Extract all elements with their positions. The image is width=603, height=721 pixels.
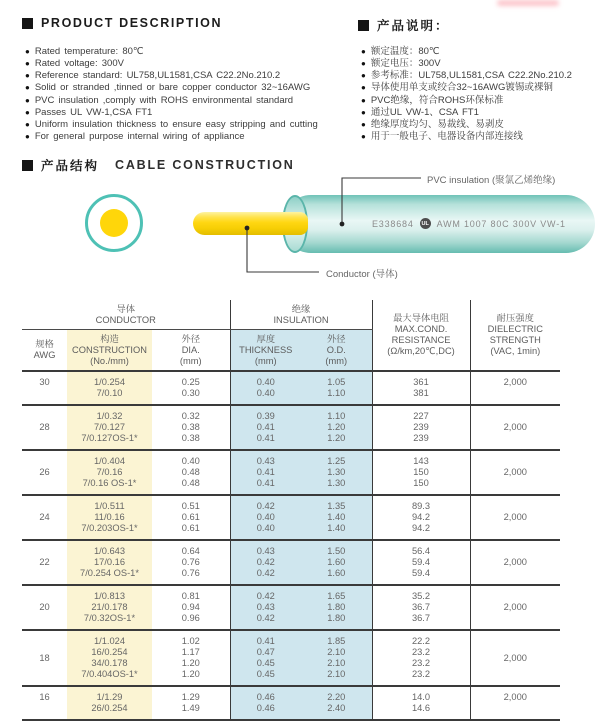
bullet-icon: ● [25,132,30,142]
column-header-resistance: 最大导体电阻 MAX.COND. RESISTANCE (Ω/km,20℃,DC) [372,300,470,371]
bullet-icon: ● [361,107,366,117]
bullet-icon: ● [25,119,30,129]
cell-resistance: 22.2 23.2 23.2 23.2 [372,630,470,686]
cable-construction-title-en: CABLE CONSTRUCTION [115,158,295,172]
list-item [361,46,572,58]
cell-dielectric: 2,000 [470,405,560,450]
cell-construction: 1/0.254 7/0.10 [67,371,152,405]
product-description-list-zh [361,46,572,143]
cable-print-text [372,218,566,229]
conductor-label: Conductor (导体) [326,269,398,280]
cell-construction: 1/0.511 11/0.16 7/0.203OS-1* [67,495,152,540]
table-row [22,371,560,405]
list-item-text: PVC绝缘，符合ROHS环保标准 [370,94,504,106]
cell-od: 1.05 1.10 [301,371,372,405]
bullet-icon: ● [25,107,30,117]
list-item [361,58,572,70]
cell-od: 1.85 2.10 2.10 2.10 [301,630,372,686]
list-item-text: Reference standard: UL758,UL1581,CSA C22.2No.210.2 [34,70,281,82]
cell-dielectric: 2,000 [470,585,560,630]
list-item [361,82,572,94]
table-row [22,450,560,495]
cell-construction: 1/0.813 21/0.178 7/0.32OS-1* [67,585,152,630]
cable-print-cert: E338684 [372,218,414,229]
table-row [22,630,560,686]
cell-awg: 20 [22,585,67,630]
cable-construction-heading [22,156,295,174]
cell-dia: 1.02 1.17 1.20 1.20 [152,630,230,686]
cell-construction: 1/0.32 7/0.127 7/0.127OS-1* [67,405,152,450]
cell-dia: 0.32 0.38 0.38 [152,405,230,450]
cell-thickness: 0.41 0.47 0.45 0.45 [230,630,301,686]
cell-resistance: 361 381 [372,371,470,405]
cell-construction: 1/1.29 26/0.254 [67,686,152,720]
table-row [22,495,560,540]
list-item [25,107,318,119]
list-item-text: Solid or stranded ,tinned or bare copper conductor 32~16AWG [34,82,311,94]
list-item-text: For general purpose internal wiring of appliance [34,131,245,143]
cell-od: 1.50 1.60 1.60 [301,540,372,585]
bullet-icon: ● [361,95,366,105]
cell-thickness: 0.43 0.41 0.41 [230,450,301,495]
product-description-list-en [25,46,318,143]
cell-dia: 0.64 0.76 0.76 [152,540,230,585]
section-marker-square-icon [22,160,33,171]
bullet-icon: ● [361,59,366,69]
cell-dia: 0.40 0.48 0.48 [152,450,230,495]
list-item [361,131,572,143]
list-item [25,82,318,94]
list-item-text: 参考标准：UL758,UL1581,CSA C22.2No.210.2 [370,70,572,82]
cell-construction: 1/1.024 16/0.254 34/0.178 7/0.404OS-1* [67,630,152,686]
cell-thickness: 0.42 0.43 0.42 [230,585,301,630]
cell-awg: 16 [22,686,67,720]
bullet-icon: ● [25,71,30,81]
list-item-text: Uniform insulation thickness to ensure easy stripping and cutting [34,118,318,130]
list-item [25,46,318,58]
list-item-text: Passes UL VW-1,CSA FT1 [34,106,153,118]
cable-cross-section-conductor [100,209,128,237]
cell-awg: 22 [22,540,67,585]
cell-construction: 1/0.643 17/0.16 7/0.254 OS-1* [67,540,152,585]
cell-dia: 0.51 0.61 0.61 [152,495,230,540]
list-item-text: 额定电压：300V [370,58,441,70]
list-item [361,95,572,107]
group-header-insulation: 绝缘 INSULATION [230,300,372,330]
section-marker-square-icon [22,18,33,29]
cell-resistance: 56.4 59.4 59.4 [372,540,470,585]
cell-od: 1.10 1.20 1.20 [301,405,372,450]
list-item [25,119,318,131]
spec-table [22,300,560,721]
cell-dia: 0.25 0.30 [152,371,230,405]
cell-dielectric: 2,000 [470,630,560,686]
cell-thickness: 0.42 0.40 0.40 [230,495,301,540]
list-item-text: PVC insulation ,comply with ROHS environmental standard [34,94,294,106]
column-header-od: 外径 O.D. (mm) [301,330,372,372]
table-row [22,585,560,630]
bullet-icon: ● [361,119,366,129]
cable-print-spec: AWM 1007 80C 300V VW-1 [436,218,566,229]
column-header-dia: 外径 DIA. (mm) [152,330,230,372]
column-header-dielectric: 耐压强度 DIELECTRIC STRENGTH (VAC, 1min) [470,300,560,371]
cell-dielectric: 2,000 [470,686,560,720]
cell-awg: 24 [22,495,67,540]
group-header-conductor: 导体 CONDUCTOR [22,300,230,330]
cell-dielectric: 2,000 [470,450,560,495]
table-row [22,540,560,585]
list-item [25,70,318,82]
cell-dielectric: 2,000 [470,371,560,405]
bullet-icon: ● [25,83,30,93]
cell-od: 1.35 1.40 1.40 [301,495,372,540]
column-header-awg: 规格 AWG [22,330,67,372]
cell-dia: 0.81 0.94 0.96 [152,585,230,630]
cell-resistance: 35.2 36.7 36.7 [372,585,470,630]
cell-resistance: 143 150 150 [372,450,470,495]
list-item-text: 用于一般电子、电器设备内部连接线 [370,131,523,143]
list-item-text: 通过UL VW-1、CSA FT1 [370,106,479,118]
cell-od: 2.20 2.40 [301,686,372,720]
bullet-icon: ● [361,47,366,56]
table-row [22,686,560,720]
cell-thickness: 0.40 0.40 [230,371,301,405]
list-item-text: 额定温度：80℃ [370,46,440,57]
cell-dielectric: 2,000 [470,495,560,540]
list-item [25,58,318,70]
cell-thickness: 0.43 0.42 0.42 [230,540,301,585]
bullet-icon: ● [361,71,366,81]
cell-resistance: 14.0 14.6 [372,686,470,720]
product-description-heading [22,16,222,30]
list-item-text: Rated temperature: 80℃ [34,46,144,57]
cell-awg: 30 [22,371,67,405]
cell-awg: 28 [22,405,67,450]
cell-dielectric: 2,000 [470,540,560,585]
list-item [361,119,572,131]
bullet-icon: ● [25,59,30,69]
cell-od: 1.25 1.30 1.30 [301,450,372,495]
red-smudge-artifact [497,0,559,6]
bullet-icon: ● [25,47,30,56]
list-item [361,70,572,82]
list-item [25,131,318,143]
cell-dia: 1.29 1.49 [152,686,230,720]
cell-awg: 18 [22,630,67,686]
cable-construction-title-zh: 产品结构 [41,159,100,173]
cable-conductor-rod [193,212,308,235]
product-notes-title: 产品说明： [377,19,450,33]
cell-od: 1.65 1.80 1.80 [301,585,372,630]
table-group-header-row [22,300,560,330]
list-item-text: 导体使用单支或绞合32~16AWG镀锡或裸铜 [370,82,553,94]
product-description-title: PRODUCT DESCRIPTION [41,16,223,30]
cell-awg: 26 [22,450,67,495]
bullet-icon: ● [361,83,366,93]
table-row [22,405,560,450]
cell-resistance: 227 239 239 [372,405,470,450]
cell-thickness: 0.39 0.41 0.41 [230,405,301,450]
bullet-icon: ● [25,95,30,105]
bullet-icon: ● [361,132,366,142]
ul-logo: UL [420,218,431,229]
product-notes-heading [358,16,450,34]
cell-construction: 1/0.404 7/0.16 7/0.16 OS-1* [67,450,152,495]
cell-thickness: 0.46 0.46 [230,686,301,720]
list-item-text: 绝缘厚度均匀、易裁线、易剥皮 [370,118,504,130]
list-item [361,107,572,119]
cell-resistance: 89.3 94.2 94.2 [372,495,470,540]
list-item-text: Rated voltage: 300V [34,58,124,70]
insulation-label: PVC insulation (聚氯乙烯绝缘) [427,175,556,186]
list-item [25,95,318,107]
section-marker-square-icon [358,20,369,31]
column-header-thickness: 厚度 THICKNESS (mm) [230,330,301,372]
column-header-construction: 构造 CONSTRUCTION (No./mm) [67,330,152,372]
